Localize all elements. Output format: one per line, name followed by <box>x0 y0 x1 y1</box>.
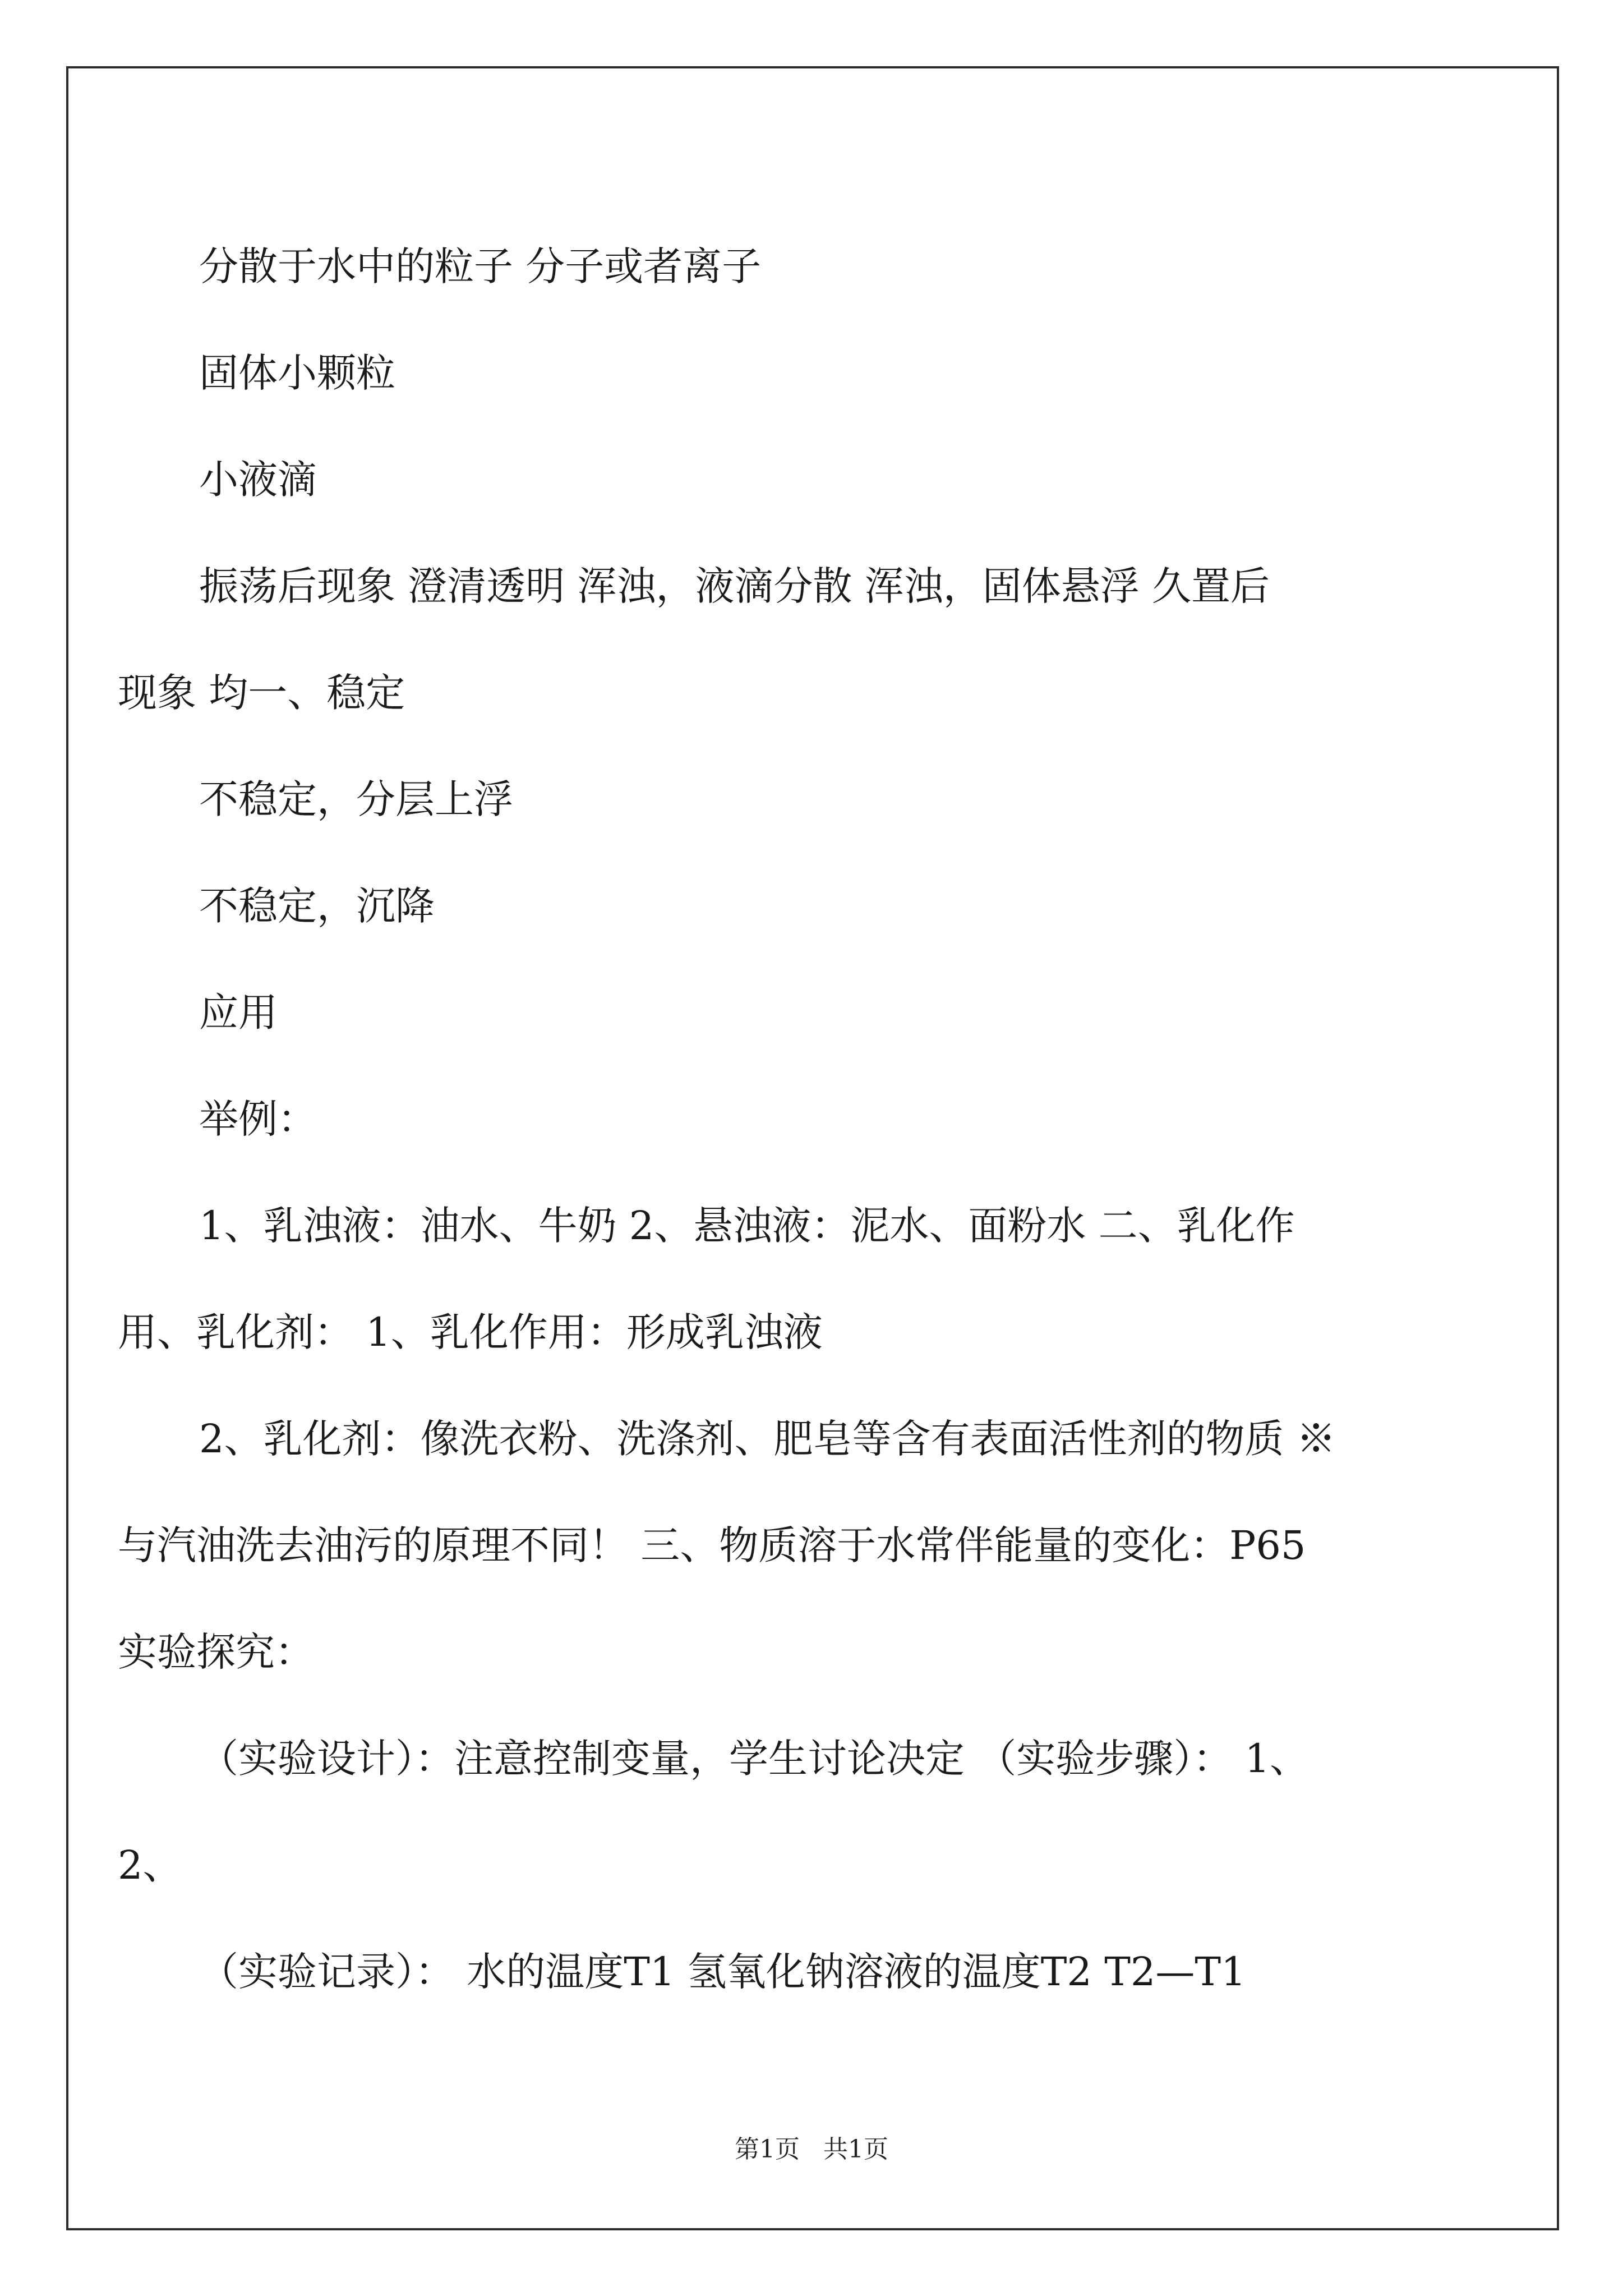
paragraph-9 <box>199 1172 1433 1279</box>
line: 固体小颗粒 <box>199 350 395 396</box>
page-footer <box>0 2129 1623 2165</box>
line: （实验设计）：注意控制变量，学生讨论决定 （实验步骤）： 1、 <box>199 1736 1310 1782</box>
paragraph-4 <box>199 533 1433 639</box>
line: 1、乳浊液：油水、牛奶 2、悬浊液：泥水、面粉水 二、乳化作 <box>199 1203 1295 1249</box>
paragraph-7 <box>199 959 1433 1066</box>
paragraph-6 <box>199 853 1433 959</box>
line: 用、乳化剂： 1、乳化作用：形成乳浊液 <box>118 1309 823 1355</box>
paragraph-12 <box>199 1918 1433 2025</box>
line: 小液滴 <box>199 457 317 503</box>
paragraph-10 <box>199 1386 1433 1492</box>
paragraph-4-cont <box>118 639 1433 746</box>
line: 2、乳化剂：像洗衣粉、洗涤剂、肥皂等含有表面活性剂的物质 ※ <box>199 1416 1336 1462</box>
paragraph-10-cont-1 <box>118 1492 1433 1599</box>
line: 不稳定，沉降 <box>199 883 435 929</box>
paragraph-10-cont-2 <box>118 1599 1433 1705</box>
paragraph-11 <box>199 1705 1433 1812</box>
paragraph-11-cont <box>118 1812 1433 1918</box>
line: 现象 均一、稳定 <box>118 670 405 716</box>
paragraph-1 <box>199 213 1433 320</box>
line: 2、 <box>118 1842 182 1888</box>
paragraph-2 <box>199 320 1433 426</box>
line: 应用 <box>199 990 278 1036</box>
line: 与汽油洗去油污的原理不同！ 三、物质溶于水常伴能量的变化：P65 <box>118 1522 1306 1568</box>
line: 振荡后现象 澄清透明 浑浊，液滴分散 浑浊，固体悬浮 久置后 <box>199 563 1270 609</box>
document-body <box>118 213 1433 2025</box>
line: 实验探究： <box>118 1629 314 1675</box>
page-number: 第1页 <box>735 2135 800 2164</box>
page-total: 共1页 <box>823 2135 888 2164</box>
paragraph-5 <box>199 746 1433 853</box>
line: 分散于水中的粒子 分子或者离子 <box>199 243 762 289</box>
line: （实验记录）： 水的温度T1 氢氧化钠溶液的温度T2 T2—T1 <box>199 1949 1246 1995</box>
paragraph-8 <box>199 1066 1433 1172</box>
paragraph-9-cont <box>118 1279 1433 1386</box>
line: 不稳定，分层上浮 <box>199 776 513 822</box>
line: 举例： <box>199 1096 317 1142</box>
paragraph-3 <box>199 426 1433 533</box>
